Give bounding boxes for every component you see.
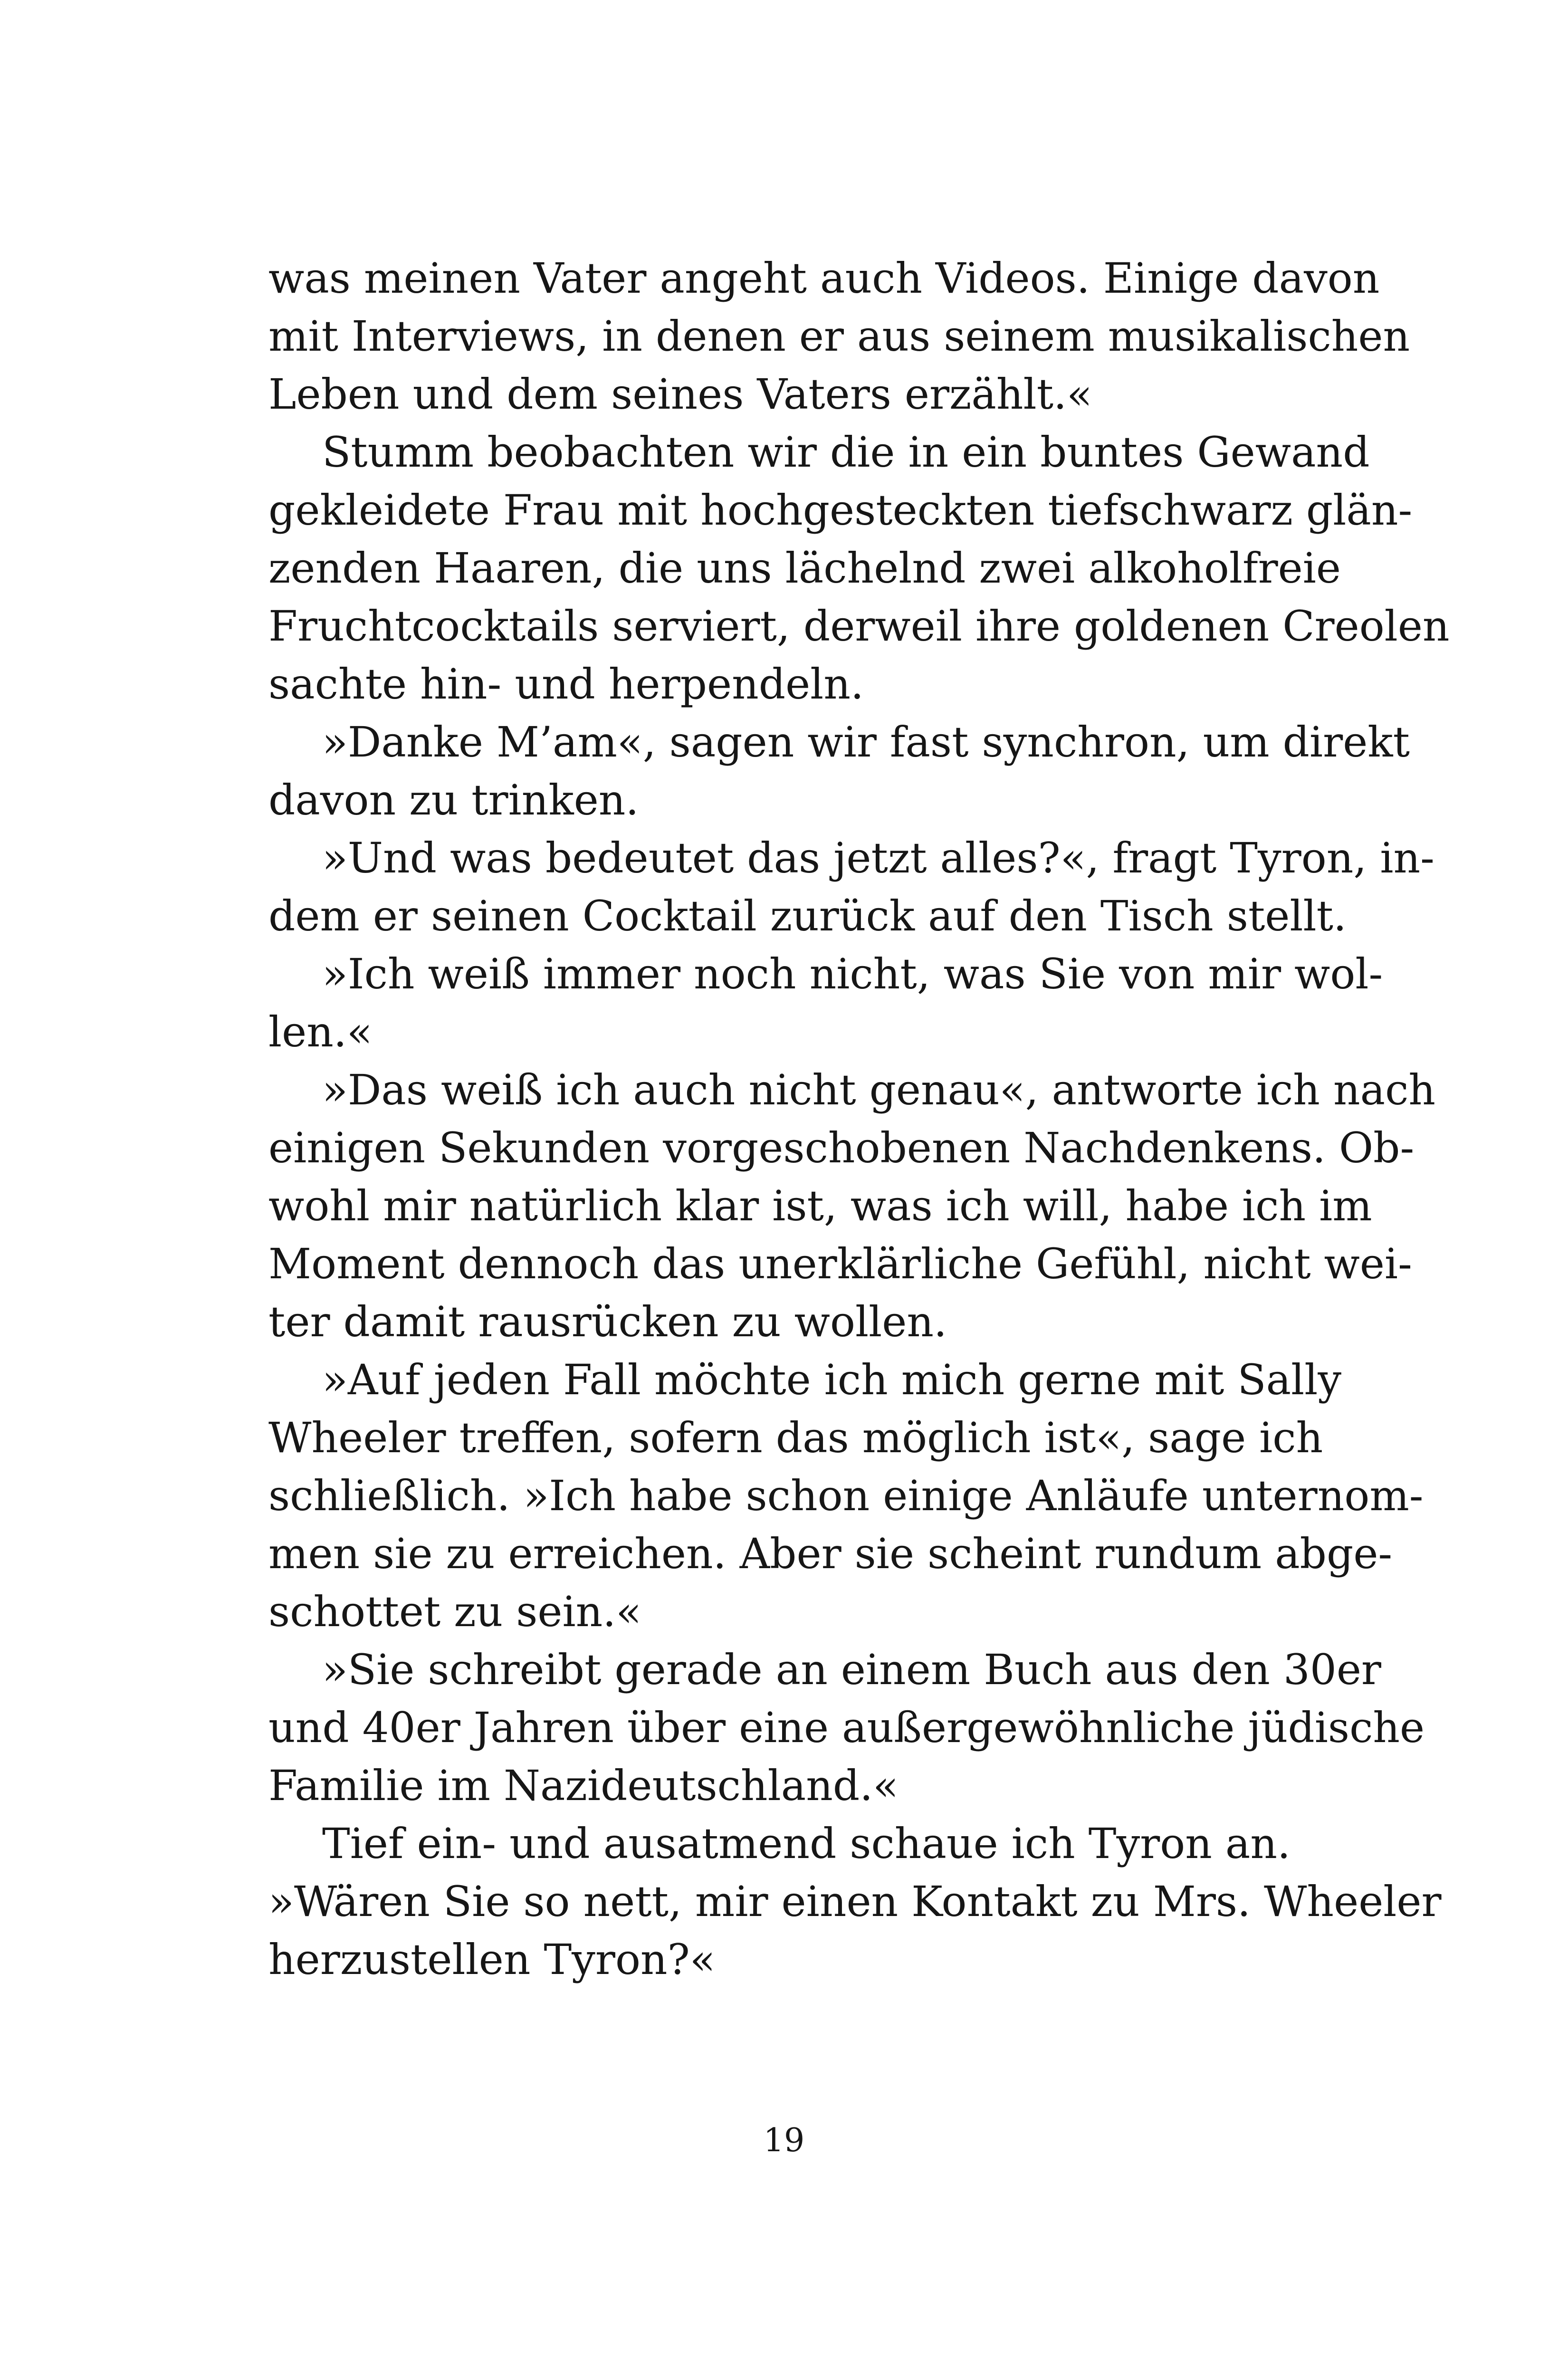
text-line: »Und was bedeutet das jetzt alles?«, fragt Tyron, in- [322, 834, 1434, 882]
text-line: Tief ein- und ausatmend schaue ich Tyron an. [322, 1819, 1291, 1868]
text-line: und 40er Jahren über eine außergewöhnliche jüdische [268, 1703, 1425, 1752]
text-line: dem er seinen Cocktail zurück auf den Tisch stellt. [268, 891, 1347, 940]
text-line: schließlich. »Ich habe schon einige Anläufe unternom- [268, 1471, 1424, 1520]
text-line: »Das weiß ich auch nicht genau«, antworte ich nach [322, 1065, 1436, 1114]
text-line: was meinen Vater angeht auch Videos. Einige davon [268, 254, 1380, 303]
text-line: sachte hin- und herpendeln. [268, 660, 864, 709]
text-line: ter damit rausrücken zu wollen. [268, 1297, 947, 1346]
text-line: »Danke M’am«, sagen wir fast synchron, um direkt [322, 718, 1410, 766]
text-line: wohl mir natürlich klar ist, was ich will, habe ich im [268, 1181, 1372, 1230]
body-text [268, 249, 1450, 1989]
text-line: Fruchtcocktails serviert, derweil ihre goldenen Creolen [268, 602, 1450, 651]
text-line: mit Interviews, in denen er aus seinem musikalischen [268, 312, 1410, 361]
text-line: Moment dennoch das unerklärliche Gefühl, nicht wei- [268, 1239, 1412, 1288]
text-line: zenden Haaren, die uns lächelnd zwei alkoholfreie [268, 544, 1341, 593]
text-line: Leben und dem seines Vaters erzählt.« [268, 370, 1092, 419]
text-line: Stumm beobachten wir die in ein buntes Gewand [322, 428, 1370, 477]
text-line: gekleidete Frau mit hochgesteckten tiefschwarz glän- [268, 486, 1413, 535]
text-line: davon zu trinken. [268, 776, 639, 824]
text-line: Wheeler treffen, sofern das möglich ist«, sage ich [268, 1413, 1323, 1462]
text-line: Familie im Nazideutschland.« [268, 1761, 899, 1810]
text-line: »Sie schreibt gerade an einem Buch aus den 30er [322, 1645, 1381, 1694]
text-line: len.« [268, 1007, 373, 1056]
text-line: men sie zu erreichen. Aber sie scheint rundum abge- [268, 1529, 1393, 1578]
text-line: einigen Sekunden vorgeschobenen Nachdenkens. Ob- [268, 1123, 1415, 1172]
text-line: »Ich weiß immer noch nicht, was Sie von mir wol- [322, 949, 1383, 998]
page-number: 19 [763, 2122, 805, 2159]
text-line: herzustellen Tyron?« [268, 1935, 716, 1984]
text-line: »Wären Sie so nett, mir einen Kontakt zu Mrs. Wheeler [268, 1877, 1442, 1926]
text-line: »Auf jeden Fall möchte ich mich gerne mit Sally [322, 1355, 1342, 1404]
text-line: schottet zu sein.« [268, 1587, 642, 1636]
